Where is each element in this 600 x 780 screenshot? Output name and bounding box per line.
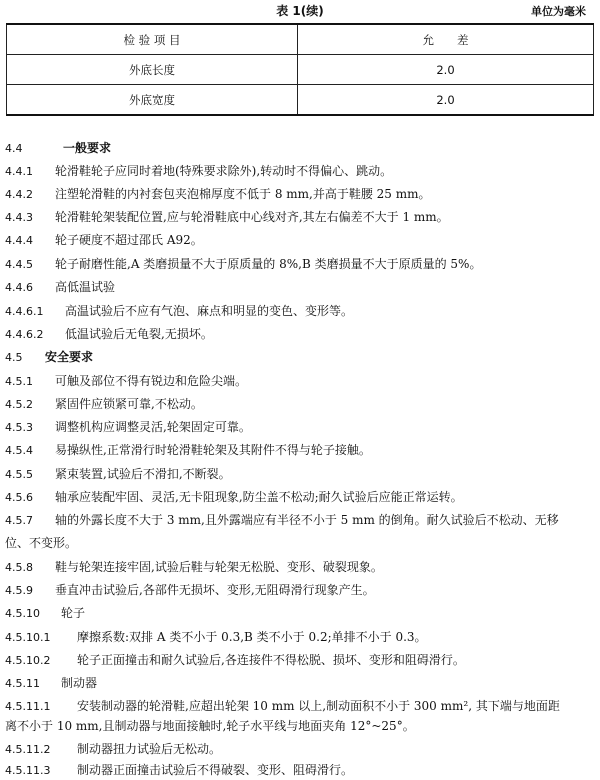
clause-text: 摩擦系数:双排 A 类不小于 0.3,B 类不小于 0.2;单排不小于 0.3。 <box>77 630 427 644</box>
clause-line <box>5 489 595 506</box>
clause-text: 轮滑鞋轮架装配位置,应与轮滑鞋底中心线对齐,其左右偏差不大于 1 mm。 <box>55 210 449 224</box>
clause-text: 制动器扭力试验后无松动。 <box>77 742 222 756</box>
clause-number: 4.5.7 <box>5 514 33 527</box>
clause-number: 4.5.10.2 <box>5 654 51 667</box>
clause-line <box>5 256 595 273</box>
clause-number: 4.4 <box>5 142 23 155</box>
clause-line <box>5 140 595 157</box>
clause-number: 4.5.10.1 <box>5 631 51 644</box>
clause-line <box>5 373 595 390</box>
clause-line <box>5 419 595 436</box>
clause-line <box>5 396 595 413</box>
clause-text: 一般要求 <box>63 141 112 155</box>
clause-text: 制动器 <box>61 676 98 690</box>
clause-line <box>5 762 595 779</box>
clause-text: 低温试验后无龟裂,无损坏。 <box>65 327 213 341</box>
clause-number: 4.5.2 <box>5 398 33 411</box>
clause-number: 4.5.1 <box>5 375 33 388</box>
clause-line <box>5 675 595 692</box>
table-title: 表 1(续) <box>276 4 324 18</box>
clause-text: 鞋与轮架连接牢固,试验后鞋与轮架无松脱、变形、破裂现象。 <box>55 560 383 574</box>
clause-line <box>5 559 595 576</box>
table-cell: 2.0 <box>298 55 594 85</box>
clause-line <box>5 163 595 180</box>
clause-text: 制动器正面撞击试验后不得破裂、变形、阻碍滑行。 <box>77 763 354 777</box>
clause-line <box>5 279 595 296</box>
clause-number: 4.4.4 <box>5 234 33 247</box>
clause-number: 4.5.9 <box>5 584 33 597</box>
clause-number: 4.5.8 <box>5 561 33 574</box>
clause-line <box>5 209 595 226</box>
clause-number: 4.5.10 <box>5 607 40 620</box>
clause-number: 4.5.6 <box>5 491 33 504</box>
table-caption <box>0 2 600 20</box>
table-cell: 外底长度 <box>7 55 298 85</box>
clause-text: 高低温试验 <box>55 280 116 294</box>
clause-text: 轴承应装配牢固、灵活,无卡阻现象,防尘盖不松动;耐久试验后应能正常运转。 <box>55 490 463 504</box>
clause-text: 轮子正面撞击和耐久试验后,各连接件不得松脱、损坏、变形和阻碍滑行。 <box>77 653 465 667</box>
clause-line <box>5 698 595 715</box>
clause-number: 4.4.2 <box>5 188 33 201</box>
clause-line <box>5 605 595 622</box>
clause-text: 轮子硬度不超过邵氏 A92。 <box>55 233 203 247</box>
clause-number: 4.4.3 <box>5 211 33 224</box>
clause-number: 4.5.3 <box>5 421 33 434</box>
clause-line <box>5 186 595 203</box>
clause-number: 4.5.11.1 <box>5 700 51 713</box>
clause-continuation: 离不小于 10 mm,且制动器与地面接触时,轮子水平线与地面夹角 12°~25°。 <box>5 719 415 733</box>
clause-text: 垂直冲击试验后,各部件无损坏、变形,无阻碍滑行现象产生。 <box>55 583 375 597</box>
clause-number: 4.5.11.3 <box>5 764 51 777</box>
column-header-tolerance: 允 差 <box>298 24 594 55</box>
clause-text: 紧固件应锁紧可靠,不松动。 <box>55 397 203 411</box>
clause-text: 轮子 <box>61 606 86 620</box>
clause-text: 轮滑鞋轮子应同时着地(特殊要求除外),转动时不得偏心、跳动。 <box>55 164 393 178</box>
clause-line <box>5 512 595 529</box>
clause-line <box>5 741 595 758</box>
clause-text: 调整机构应调整灵活,轮架固定可靠。 <box>55 420 251 434</box>
clause-number: 4.5.4 <box>5 444 33 457</box>
clause-line <box>5 582 595 599</box>
clause-line <box>5 652 595 669</box>
clause-number: 4.5 <box>5 351 23 364</box>
clause-number: 4.4.6.2 <box>5 328 44 341</box>
unit-note: 单位为毫米 <box>531 5 586 18</box>
clause-line <box>5 466 595 483</box>
clause-line <box>5 629 595 646</box>
clause-line <box>5 349 595 366</box>
clause-text: 紧束装置,试验后不滑扣,不断裂。 <box>55 467 231 481</box>
tolerance-table <box>6 23 594 116</box>
clause-line <box>5 442 595 459</box>
column-header-item: 检 验 项 目 <box>7 24 298 55</box>
clause-number: 4.4.5 <box>5 258 33 271</box>
table-row <box>7 85 594 116</box>
clause-text: 可触及部位不得有锐边和危险尖端。 <box>55 374 248 388</box>
clause-continuation: 位、不变形。 <box>5 536 78 550</box>
clause-line <box>5 303 595 320</box>
clause-text: 高温试验后不应有气泡、麻点和明显的变色、变形等。 <box>65 304 354 318</box>
clause-text: 易操纵性,正常滑行时轮滑鞋轮架及其附件不得与轮子接触。 <box>55 443 371 457</box>
clause-text: 安装制动器的轮滑鞋,应超出轮架 10 mm 以上,制动面积不小于 300 mm², 其下端与地面距 <box>77 699 560 713</box>
clause-text: 轴的外露长度不大于 3 mm,且外露端应有半径不小于 5 mm 的倒角。耐久试验后不松动、无移 <box>55 513 559 527</box>
clause-number: 4.4.6 <box>5 281 33 294</box>
clause-number: 4.5.5 <box>5 468 33 481</box>
table-header-row <box>7 24 594 55</box>
clause-number: 4.5.11 <box>5 677 40 690</box>
table-cell: 外底宽度 <box>7 85 298 116</box>
clause-number: 4.4.6.1 <box>5 305 44 318</box>
clause-text: 轮子耐磨性能,A 类磨损量不大于原质量的 8%,B 类磨损量不大于原质量的 5%。 <box>55 257 482 271</box>
clause-number: 4.4.1 <box>5 165 33 178</box>
clause-text: 安全要求 <box>45 350 94 364</box>
table-row <box>7 55 594 85</box>
clause-line <box>5 232 595 249</box>
table-cell: 2.0 <box>298 85 594 116</box>
clause-number: 4.5.11.2 <box>5 743 51 756</box>
clause-line <box>5 326 595 343</box>
clause-text: 注塑轮滑鞋的内衬套包夹泡棉厚度不低于 8 mm,并高于鞋腰 25 mm。 <box>55 187 431 201</box>
